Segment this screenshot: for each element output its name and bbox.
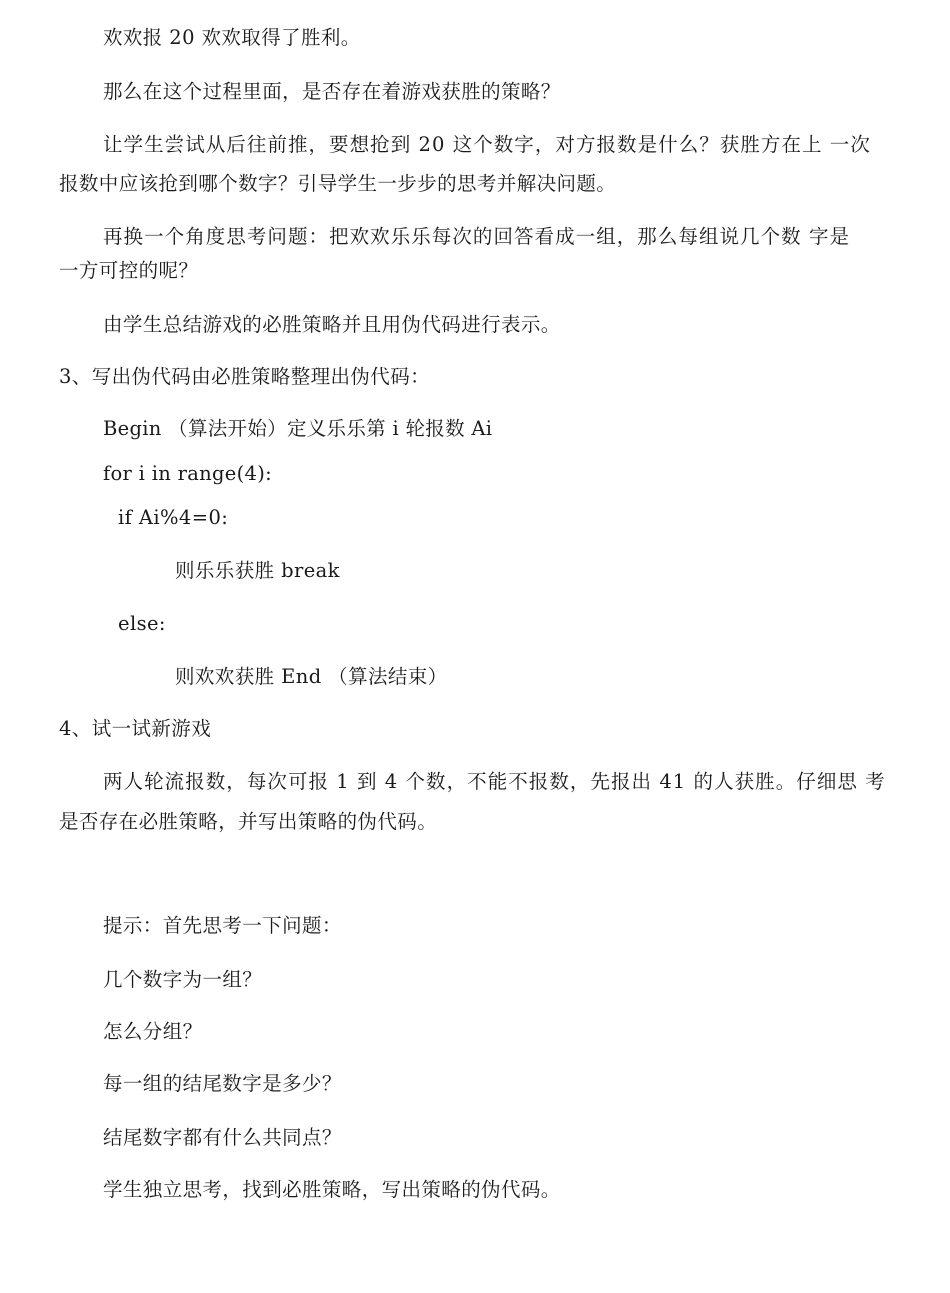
section-heading-4: 4、试一试新游戏 [59,717,212,740]
hint-question-3: 每一组的结尾数字是多少？ [103,1072,342,1095]
pseudocode-for: for i in range(4): [103,462,273,485]
hint-question-4: 结尾数字都有什么共同点？ [103,1126,342,1149]
pseudocode-then-huanhuan: 则欢欢获胜 End （算法结束） [175,665,448,688]
paragraph-summary: 由学生总结游戏的必胜策略并且用伪代码进行表示。 [103,313,561,336]
pseudocode-else: else: [118,612,166,635]
paragraph-group-line1: 再换一个角度思考问题：把欢欢乐乐每次的回答看成一组，那么每组说几个数 字是 [103,225,851,248]
paragraph-backward-line1: 让学生尝试从后往前推，要想抢到 20 这个数字，对方报数是什么？获胜方在上 一次 [103,133,871,156]
paragraph-result: 欢欢报 20 欢欢取得了胜利。 [103,26,361,49]
paragraph-independent-think: 学生独立思考，找到必胜策略，写出策略的伪代码。 [103,1178,561,1201]
paragraph-new-game-line1: 两人轮流报数，每次可报 1 到 4 个数，不能不报数，先报出 41 的人获胜。仔细思 考 [103,770,886,793]
pseudocode-if: if Ai%4=0: [118,506,229,529]
paragraph-group-line2: 一方可控的呢？ [59,259,199,282]
hint-question-1: 几个数字为一组？ [103,968,263,991]
hint-question-2: 怎么分组？ [103,1020,203,1043]
hint-heading: 提示：首先思考一下问题： [103,914,342,937]
paragraph-new-game-line2: 是否存在必胜策略，并写出策略的伪代码。 [59,810,438,833]
section-heading-3: 3、写出伪代码由必胜策略整理出伪代码： [59,365,431,388]
pseudocode-begin: Begin （算法开始）定义乐乐第 i 轮报数 Ai [103,417,493,440]
paragraph-question: 那么在这个过程里面，是否存在着游戏获胜的策略？ [103,80,561,103]
paragraph-backward-line2: 报数中应该抢到哪个数字？引导学生一步步的思考并解决问题。 [59,172,617,195]
pseudocode-then-lele: 则乐乐获胜 break [175,559,340,582]
